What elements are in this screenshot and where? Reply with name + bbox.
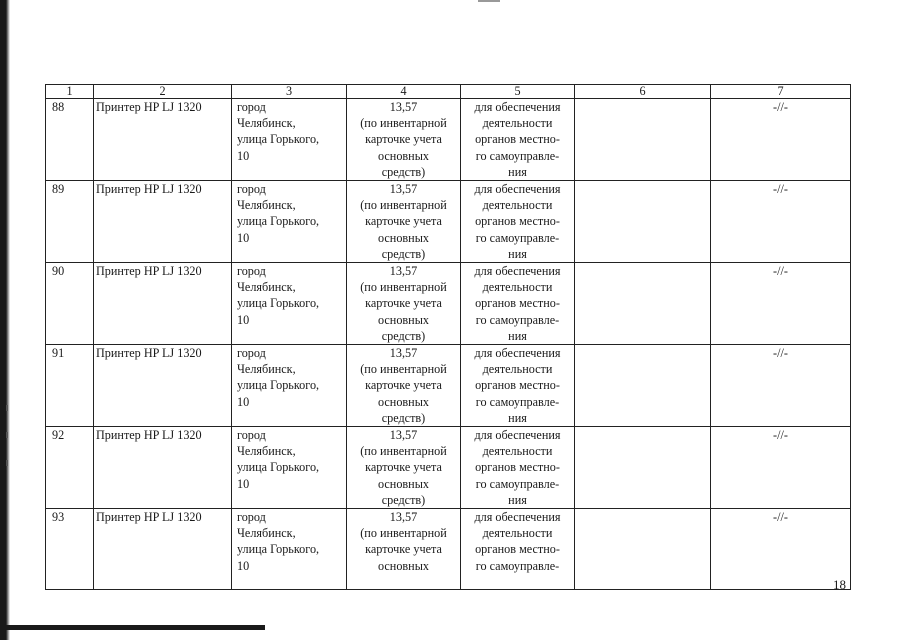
- value-line: (по инвентарной: [360, 116, 447, 131]
- value-line: (по инвентарной: [360, 526, 447, 541]
- purpose-line: органов местно-: [475, 542, 560, 557]
- purpose-line: органов местно-: [475, 214, 560, 229]
- scan-mark: [6, 460, 8, 466]
- address-line: улица Горького,: [237, 296, 320, 311]
- address-cell: [232, 427, 347, 509]
- item-name-cell: Принтер HP LJ 1320: [94, 181, 232, 263]
- address-line: 10: [237, 558, 250, 573]
- value-line: карточке учета: [365, 132, 442, 147]
- ditto-mark-cell: -//-: [711, 99, 851, 181]
- value-line: основных: [378, 230, 429, 245]
- purpose-line: для обеспечения: [474, 428, 561, 443]
- address-line: Челябинск,: [237, 444, 296, 459]
- address-cell: [232, 509, 347, 590]
- address-line: город: [237, 264, 266, 279]
- address-line: город: [237, 510, 266, 525]
- value-line: карточке учета: [365, 296, 442, 311]
- purpose-line: ния: [508, 492, 527, 507]
- purpose-line: ния: [508, 410, 527, 425]
- address-line: Челябинск,: [237, 362, 296, 377]
- address-cell: [232, 99, 347, 181]
- row-number-cell: 91: [46, 345, 94, 427]
- purpose-cell: [461, 263, 575, 345]
- purpose-line: деятельности: [482, 444, 553, 459]
- purpose-line: для обеспечения: [474, 346, 561, 361]
- purpose-cell: [461, 181, 575, 263]
- row-number-cell: 89: [46, 181, 94, 263]
- item-name-cell: Принтер HP LJ 1320: [94, 263, 232, 345]
- address-cell: [232, 345, 347, 427]
- value-line: 13,57: [389, 182, 418, 197]
- value-line: основных: [378, 394, 429, 409]
- purpose-line: для обеспечения: [474, 182, 561, 197]
- purpose-line: го самоуправле-: [475, 312, 560, 327]
- purpose-line: органов местно-: [475, 132, 560, 147]
- column-header: 4: [347, 85, 461, 99]
- purpose-line: органов местно-: [475, 460, 560, 475]
- value-cell: [347, 345, 461, 427]
- row-number-cell: 92: [46, 427, 94, 509]
- address-line: 10: [237, 230, 250, 245]
- address-line: улица Горького,: [237, 460, 320, 475]
- value-line: 13,57: [389, 428, 418, 443]
- value-line: 13,57: [389, 100, 418, 114]
- value-line: 13,57: [389, 264, 418, 279]
- value-line: карточке учета: [365, 214, 442, 229]
- purpose-line: деятельности: [482, 362, 553, 377]
- value-line: (по инвентарной: [360, 198, 447, 213]
- value-line: средств): [381, 328, 426, 343]
- value-line: карточке учета: [365, 460, 442, 475]
- table-row: [46, 181, 851, 263]
- scan-top-mark: [478, 0, 500, 2]
- purpose-line: деятельности: [482, 280, 553, 295]
- value-line: основных: [378, 476, 429, 491]
- value-cell: [347, 263, 461, 345]
- row-number-cell: 93: [46, 509, 94, 590]
- address-line: 10: [237, 148, 250, 163]
- address-line: Челябинск,: [237, 280, 296, 295]
- purpose-line: го самоуправле-: [475, 558, 560, 573]
- column-header: 6: [575, 85, 711, 99]
- purpose-line: для обеспечения: [474, 264, 561, 279]
- purpose-line: деятельности: [482, 116, 553, 131]
- value-line: средств): [381, 410, 426, 425]
- purpose-line: го самоуправле-: [475, 230, 560, 245]
- column-header: 7: [711, 85, 851, 99]
- column-header-row: [46, 85, 851, 99]
- purpose-line: для обеспечения: [474, 100, 561, 114]
- value-line: средств): [381, 492, 426, 507]
- item-name-cell: Принтер HP LJ 1320: [94, 509, 232, 590]
- item-name-cell: Принтер HP LJ 1320: [94, 345, 232, 427]
- row-number-cell: 90: [46, 263, 94, 345]
- table-row: [46, 99, 851, 181]
- scan-mark: [6, 405, 8, 411]
- value-cell: [347, 99, 461, 181]
- value-line: (по инвентарной: [360, 444, 447, 459]
- purpose-line: ния: [508, 246, 527, 261]
- address-line: улица Горького,: [237, 132, 320, 147]
- ditto-mark-cell: -//-: [711, 427, 851, 509]
- purpose-line: го самоуправле-: [475, 476, 560, 491]
- purpose-line: органов местно-: [475, 378, 560, 393]
- value-line: основных: [378, 558, 429, 573]
- value-line: карточке учета: [365, 542, 442, 557]
- address-line: улица Горького,: [237, 542, 320, 557]
- inventory-table: [45, 84, 851, 590]
- column-6-cell: [575, 99, 711, 181]
- address-line: город: [237, 346, 266, 361]
- address-line: улица Горького,: [237, 378, 320, 393]
- purpose-line: для обеспечения: [474, 510, 561, 525]
- purpose-cell: [461, 345, 575, 427]
- value-line: 13,57: [389, 346, 418, 361]
- value-line: (по инвентарной: [360, 280, 447, 295]
- item-name-cell: Принтер HP LJ 1320: [94, 427, 232, 509]
- column-header: 5: [461, 85, 575, 99]
- address-line: город: [237, 428, 266, 443]
- value-line: средств): [381, 164, 426, 179]
- ditto-mark-cell: -//-: [711, 345, 851, 427]
- ditto-mark-cell: -//-: [711, 181, 851, 263]
- value-cell: [347, 181, 461, 263]
- column-6-cell: [575, 345, 711, 427]
- purpose-line: органов местно-: [475, 296, 560, 311]
- purpose-line: го самоуправле-: [475, 148, 560, 163]
- row-number-cell: 88: [46, 99, 94, 181]
- column-6-cell: [575, 427, 711, 509]
- address-line: Челябинск,: [237, 116, 296, 131]
- ditto-mark-cell: -//-: [711, 263, 851, 345]
- ditto-mark-cell: -//-: [711, 509, 851, 590]
- address-line: Челябинск,: [237, 198, 296, 213]
- address-cell: [232, 181, 347, 263]
- address-line: Челябинск,: [237, 526, 296, 541]
- purpose-cell: [461, 509, 575, 590]
- value-cell: [347, 509, 461, 590]
- value-line: основных: [378, 312, 429, 327]
- address-line: город: [237, 100, 266, 114]
- column-header: 3: [232, 85, 347, 99]
- table-row: [46, 427, 851, 509]
- address-cell: [232, 263, 347, 345]
- value-cell: [347, 427, 461, 509]
- value-line: 13,57: [389, 510, 418, 525]
- purpose-line: деятельности: [482, 526, 553, 541]
- scan-mark: [6, 432, 8, 438]
- column-header: 2: [94, 85, 232, 99]
- column-header: 1: [46, 85, 94, 99]
- address-line: 10: [237, 476, 250, 491]
- page-number: 18: [833, 577, 846, 592]
- column-6-cell: [575, 181, 711, 263]
- scan-bottom-edge: [0, 625, 265, 630]
- address-line: 10: [237, 312, 250, 327]
- address-line: улица Горького,: [237, 214, 320, 229]
- address-line: город: [237, 182, 266, 197]
- table-row: [46, 509, 851, 590]
- column-6-cell: [575, 509, 711, 590]
- value-line: основных: [378, 148, 429, 163]
- purpose-cell: [461, 99, 575, 181]
- purpose-line: деятельности: [482, 198, 553, 213]
- table-row: [46, 345, 851, 427]
- purpose-cell: [461, 427, 575, 509]
- purpose-line: ния: [508, 164, 527, 179]
- item-name-cell: Принтер HP LJ 1320: [94, 99, 232, 181]
- purpose-line: го самоуправле-: [475, 394, 560, 409]
- address-line: 10: [237, 394, 250, 409]
- column-6-cell: [575, 263, 711, 345]
- table-row: [46, 263, 851, 345]
- value-line: (по инвентарной: [360, 362, 447, 377]
- scan-left-edge: [0, 0, 10, 640]
- value-line: средств): [381, 246, 426, 261]
- purpose-line: ния: [508, 328, 527, 343]
- value-line: карточке учета: [365, 378, 442, 393]
